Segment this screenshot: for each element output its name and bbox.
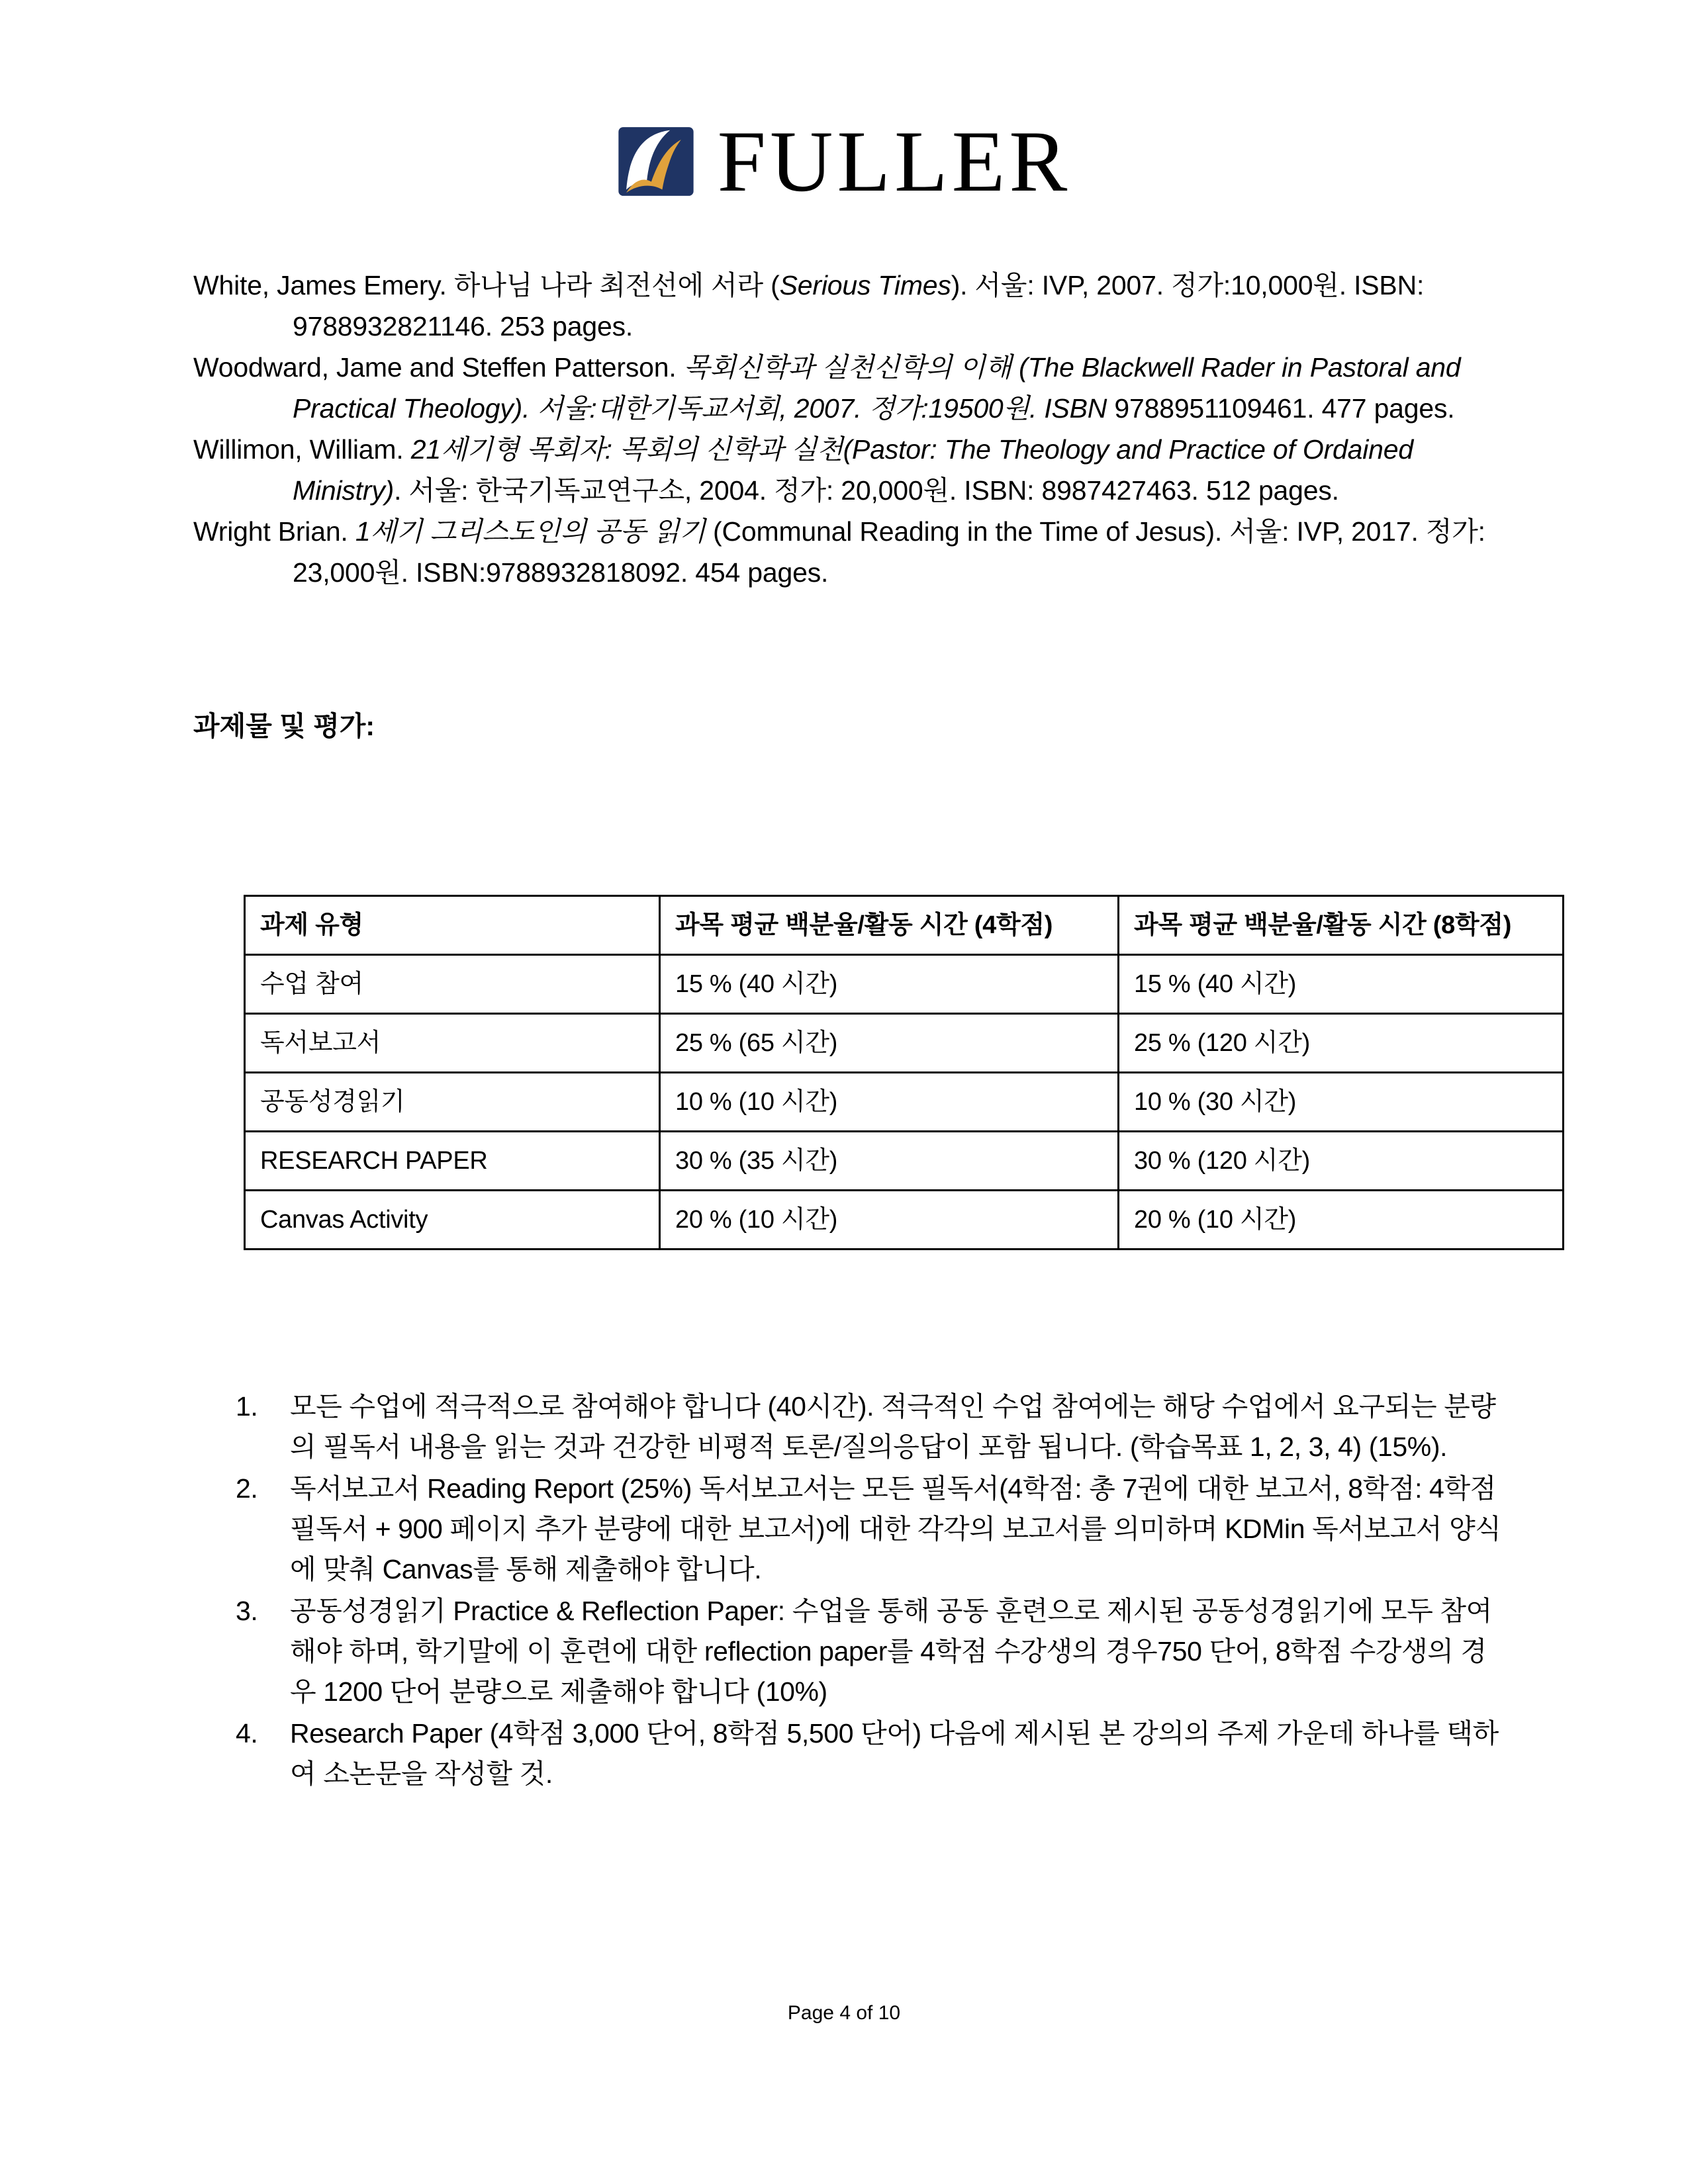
table-row: [245, 1073, 1564, 1132]
bibliography-text: (Communal Reading in the Time of Jesus). 서울: IVP, 2017. 정가: 23,000원. ISBN:9788932818092. 454 pages.: [293, 516, 1485, 588]
bibliography-text: White, James Emery. 하나님 나라 최전선에 서라 (: [193, 270, 780, 300]
table-cell: 수업 참여: [245, 955, 660, 1014]
table-cell: 15 % (40 시간): [1119, 955, 1564, 1014]
bibliography-text: Wright Brian.: [193, 516, 355, 547]
bibliography-title-italic: 21세기형 목회자: 목회의 신학과 실천(Pastor: The Theology and Practice of Ordained Ministry): [293, 434, 1413, 506]
list-item: 모든 수업에 적극적으로 참여해야 합니다 (40시간). 적극적인 수업 참여에는 해당 수업에서 요구되는 분량의 필독서 내용을 읽는 것과 건강한 비평적 토론/질의응답이 포함 됩니다. (학습목표 1, 2, 3, 4) (15%).: [290, 1391, 1496, 1462]
list-item: 공동성경읽기 Practice & Reflection Paper: 수업을 통해 공동 훈련으로 제시된 공동성경읽기에 모두 참여해야 하며, 학기말에 이 훈련에 대한 reflection paper를 4학점 수강생의 경우750 단어, 8학점 수강생의 경우 1200 단어 분량으로 제출해야 합니다 (10%): [290, 1596, 1492, 1707]
bibliography-text: 9788951109461. 477 pages.: [1107, 393, 1455, 424]
table-row: [245, 1191, 1564, 1250]
bibliography-text: Willimon, William.: [193, 434, 411, 465]
table-cell: 25 % (65 시간): [660, 1014, 1119, 1073]
assignment-list: [236, 1387, 1501, 1796]
table-row: [245, 955, 1564, 1014]
bibliography-text: . 서울: 한국기독교연구소, 2004. 정가: 20,000원. ISBN: 8987427463. 512 pages.: [394, 475, 1339, 506]
table-row: [245, 1132, 1564, 1191]
bibliography-entry: [193, 347, 1495, 429]
fuller-book-logo-icon: [617, 122, 695, 201]
bibliography-list: [193, 265, 1495, 593]
bibliography-entry: [193, 511, 1495, 593]
fuller-logo: [0, 113, 1688, 210]
bibliography-title-italic: 목회신학과 실천신학의 이해 (The Blackwell Rader in Pastoral and Practical Theology). 서울:대한기독교서회, 2007. 정가:19500원. ISBN: [293, 352, 1461, 424]
table-header-cell: 과목 평균 백분율/활동 시간 (4학점): [660, 896, 1119, 955]
page-number-footer: Page 4 of 10: [787, 2002, 901, 2024]
table-cell: 20 % (10 시간): [660, 1191, 1119, 1250]
list-item: Research Paper (4학점 3,000 단어, 8학점 5,500 단어) 다음에 제시된 본 강의의 주제 가운데 하나를 택하여 소논문을 작성할 것.: [290, 1718, 1499, 1789]
table-cell: 15 % (40 시간): [660, 955, 1119, 1014]
list-item: 독서보고서 Reading Report (25%) 독서보고서는 모든 필독서(4학점: 총 7권에 대한 보고서, 8학점: 4학점 필독서 + 900 페이지 추가 분량에 대한 보고서)에 대한 각각의 보고서를 의미하며 KDMin 독서보고서 양식에 맞춰 Canvas를 통해 제출해야 합니다.: [290, 1473, 1501, 1584]
table-cell: 독서보고서: [245, 1014, 660, 1073]
bibliography-entry: [193, 265, 1495, 347]
grading-table-body: [245, 955, 1564, 1250]
table-header-row: [245, 896, 1564, 955]
table-cell: 30 % (120 시간): [1119, 1132, 1564, 1191]
bibliography-text: Woodward, Jame and Steffen Patterson.: [193, 352, 684, 383]
bibliography-title-italic: Serious Times: [779, 270, 951, 300]
table-cell: Canvas Activity: [245, 1191, 660, 1250]
bibliography-entry: [193, 429, 1495, 511]
table-header-cell: 과제 유형: [245, 896, 660, 955]
table-header-cell: 과목 평균 백분율/활동 시간 (8학점): [1119, 896, 1564, 955]
table-cell: 25 % (120 시간): [1119, 1014, 1564, 1073]
assignments-heading: 과제물 및 평가:: [193, 711, 375, 741]
table-cell: RESEARCH PAPER: [245, 1132, 660, 1191]
table-cell: 20 % (10 시간): [1119, 1191, 1564, 1250]
table-cell: 30 % (35 시간): [660, 1132, 1119, 1191]
table-cell: 10 % (10 시간): [660, 1073, 1119, 1132]
grading-table: [244, 895, 1564, 1250]
bibliography-title-italic: 1세기 그리스도인의 공동 읽기: [355, 516, 706, 547]
bibliography-text: ). 서울: IVP, 2007. 정가:10,000원. ISBN: 9788932821146. 253 pages.: [293, 270, 1425, 341]
table-cell: 10 % (30 시간): [1119, 1073, 1564, 1132]
table-row: [245, 1014, 1564, 1073]
table-cell: 공동성경읽기: [245, 1073, 660, 1132]
bibliography-section: [193, 265, 1495, 747]
fuller-wordmark: FULLER: [717, 113, 1072, 210]
